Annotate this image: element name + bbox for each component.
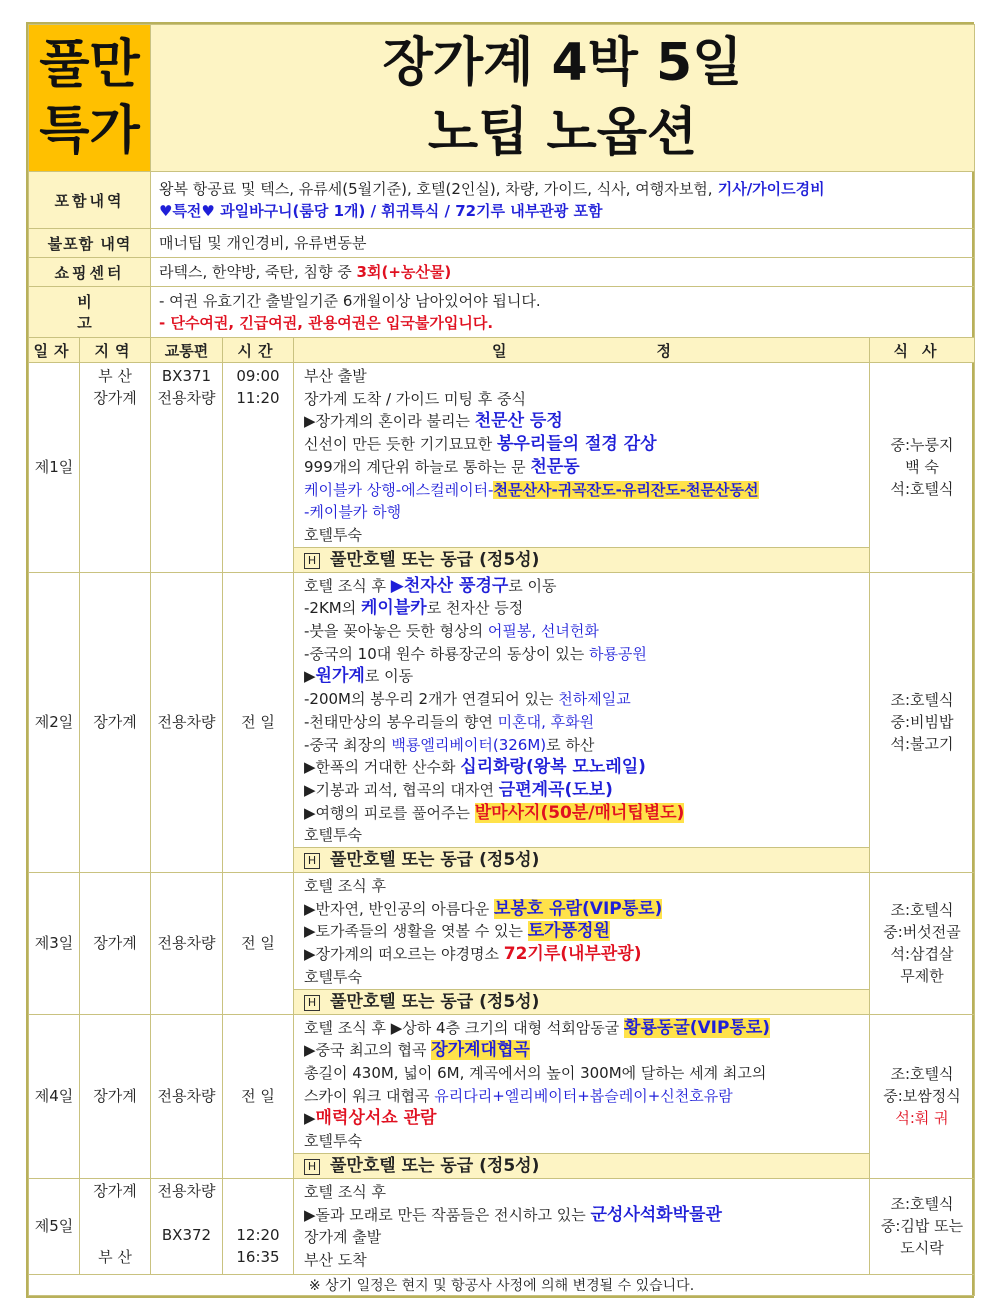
meal-lunch: 중:비빔밥: [890, 713, 954, 732]
meal-lunch: 중:김밥 또는: [880, 1217, 964, 1236]
schedule-line: ▶토가족들의 생활을 엿볼 수 있는 토가풍정원: [304, 921, 610, 942]
transport: [151, 1178, 223, 1274]
schedule-line: ▶여행의 피로를 풀어주는 발마사지(50분/매너팁별도): [304, 802, 685, 823]
transport: 전용차량: [151, 873, 223, 1015]
time: 전 일: [223, 572, 294, 872]
schedule-line: 장가계 도착 / 가이드 미팅 후 중식: [304, 389, 527, 408]
col-time: 시간: [223, 338, 294, 363]
depart-time: 09:00: [236, 367, 280, 385]
shopping-content: [151, 258, 975, 287]
meal-breakfast: 조:호텔식: [890, 901, 954, 920]
meal-dinner-cont: 무제한: [900, 967, 944, 986]
include-label: 포함내역: [29, 172, 151, 229]
col-schedule: 일정: [294, 338, 870, 363]
schedule-line: -중국의 10대 원수 하룡장군의 동상이 있는 하룡공원: [304, 644, 647, 663]
hotel-text: 풀만호텔 또는 동급 (정5성): [330, 850, 540, 871]
meal-lunch-cont: 백 숙: [905, 458, 939, 477]
flight-number: BX371: [161, 367, 212, 385]
region: 장가계: [80, 873, 151, 1015]
schedule-line: 호텔 조식 후: [304, 1182, 386, 1201]
day-label: 제1일: [29, 363, 80, 573]
hotel-info: [294, 989, 869, 1014]
meal-lunch: 중:버섯전골: [883, 923, 961, 942]
schedule-line: 케이블카 상행-에스컬레이터-천문산사-귀곡잔도-유리잔도-천문산동선: [304, 480, 759, 499]
schedule-line: -200M의 봉우리 2개가 연결되어 있는 천하제일교: [304, 690, 631, 709]
col-day: 일자: [29, 338, 80, 363]
region-depart: 부 산: [98, 367, 132, 385]
meal-lunch: 중:누룽지: [890, 436, 954, 455]
meal-lunch-cont: 도시락: [900, 1239, 944, 1258]
schedule-line: 총길이 430M, 넓이 6M, 계곡에서의 높이 300M에 달하는 세계 최고의: [304, 1063, 767, 1082]
arrive-time: 16:35: [236, 1247, 280, 1266]
hotel-info: [294, 847, 869, 872]
schedule-line: -붓을 꽂아놓은 듯한 형상의 어필봉, 선녀헌화: [304, 622, 599, 641]
remark-row: [29, 287, 975, 338]
meal-day-2: [870, 572, 975, 872]
day-label: 제3일: [29, 873, 80, 1015]
hotel-icon: H: [304, 1159, 320, 1175]
day-label: 제4일: [29, 1014, 80, 1178]
footer-notice: ※ 상기 일정은 현지 및 항공사 사정에 의해 변경될 수 있습니다.: [29, 1274, 975, 1295]
schedule-line: 호텔투숙: [304, 967, 362, 986]
title-line-1: 장가계 4박 5일: [382, 33, 743, 93]
region: 장가계: [80, 572, 151, 872]
time: [223, 363, 294, 573]
time: [223, 1178, 294, 1274]
shopping-text: 라텍스, 한약방, 죽탄, 침향 중: [159, 263, 357, 281]
schedule-line: ▶한폭의 거대한 산수화 십리화랑(왕복 모노레일): [304, 757, 646, 778]
schedule-line: ▶매력상서쇼 관람: [304, 1108, 437, 1129]
time: 전 일: [223, 1014, 294, 1178]
hotel-icon: H: [304, 853, 320, 869]
schedule-day-3: [294, 873, 870, 1015]
schedule-day-1: [294, 363, 870, 573]
meal-dinner: 석:불고기: [890, 735, 954, 754]
schedule-line: ▶돌과 모래로 만든 작품들은 전시하고 있는 군성사석화박물관: [304, 1204, 722, 1225]
region: [80, 363, 151, 573]
transport: 전용차량: [151, 572, 223, 872]
schedule-line: 호텔 조식 후 ▶상하 4층 크기의 대형 석회암동굴 황룡동굴(VIP통로): [304, 1017, 771, 1038]
hotel-text: 풀만호텔 또는 동급 (정5성): [330, 1155, 540, 1176]
shopping-label: 쇼핑센터: [29, 258, 151, 287]
include-text: 왕복 항공료 및 텍스, 유류세(5월기준), 호텔(2인실), 차량, 가이드, 식사, 여행자보험,: [159, 180, 713, 198]
remark-content: [151, 287, 975, 338]
vehicle: 전용차량: [157, 1181, 216, 1200]
region: 장가계: [80, 1014, 151, 1178]
transport: 전용차량: [151, 1014, 223, 1178]
time: 전 일: [223, 873, 294, 1015]
schedule-line: 호텔투숙: [304, 525, 362, 544]
hotel-text: 풀만호텔 또는 동급 (정5성): [330, 991, 540, 1012]
include-content: [151, 172, 975, 229]
meal-day-1: [870, 363, 975, 573]
hotel-info: [294, 547, 869, 572]
schedule-line: 장가계 출발: [304, 1228, 382, 1247]
arrive-time: 11:20: [236, 389, 280, 407]
schedule-day-2: [294, 572, 870, 872]
schedule-line: ▶장가계의 떠오르는 야경명소 72기루(내부관광): [304, 944, 642, 965]
meal-day-5: [870, 1178, 975, 1274]
flight-number: BX372: [161, 1225, 212, 1244]
itinerary-table: [28, 24, 975, 1296]
region: [80, 1178, 151, 1274]
schedule-line: 부산 출발: [304, 367, 367, 385]
shopping-count: 3회(+농산물): [356, 263, 452, 281]
include-highlight: 기사/가이드경비: [712, 180, 825, 198]
schedule-line: -중국 최장의 백룡엘리베이터(326M)로 하산: [304, 735, 595, 754]
exclude-row: [29, 229, 975, 258]
footer-row: [29, 1274, 975, 1295]
schedule-day-4: [294, 1014, 870, 1178]
remark-line-2: - 단수여권, 긴급여권, 관용여권은 입국불가입니다.: [159, 314, 494, 332]
transport: [151, 363, 223, 573]
day-row-2: [29, 572, 975, 872]
region-arrive: 장가계: [93, 389, 137, 407]
schedule-line: 호텔투숙: [304, 1132, 362, 1151]
promo-badge: [29, 25, 151, 172]
schedule-line: 호텔투숙: [304, 826, 362, 845]
hotel-text: 풀만호텔 또는 동급 (정5성): [330, 549, 540, 570]
schedule-line: -천태만상의 봉우리들의 향연 미혼대, 후화원: [304, 712, 595, 731]
schedule-line: -케이블카 하행: [304, 503, 402, 522]
day-row-1: [29, 363, 975, 573]
day-label: 제2일: [29, 572, 80, 872]
day-row-3: [29, 873, 975, 1015]
hotel-icon: H: [304, 553, 320, 569]
schedule-line: 999개의 계단위 하늘로 통하는 문 천문동: [304, 456, 580, 477]
region-depart: 장가계: [93, 1181, 137, 1200]
tour-title: [151, 25, 975, 172]
title-line-2: 노팁 노옵션: [427, 103, 698, 163]
schedule-line: 부산 도착: [304, 1250, 367, 1269]
schedule-day-5: [294, 1178, 870, 1274]
schedule-line: 호텔 조식 후: [304, 877, 386, 896]
schedule-line: 호텔 조식 후 ▶천자산 풍경구로 이동: [304, 575, 557, 596]
meal-breakfast: 조:호텔식: [890, 1195, 954, 1214]
meal-lunch: 중:보쌈정식: [883, 1087, 961, 1106]
remark-label: 비고: [29, 287, 151, 338]
depart-time: 12:20: [236, 1225, 280, 1244]
hotel-info: [294, 1153, 869, 1178]
hotel-icon: H: [304, 995, 320, 1011]
meal-day-3: [870, 873, 975, 1015]
column-header-row: [29, 338, 975, 363]
meal-day-4: [870, 1014, 975, 1178]
meal-dinner: 석:호텔식: [890, 480, 954, 499]
region-arrive: 부 산: [98, 1247, 132, 1266]
col-transport: 교통편: [151, 338, 223, 363]
meal-breakfast: 조:호텔식: [890, 1065, 954, 1084]
day-row-5: [29, 1178, 975, 1274]
schedule-line: ▶장가계의 혼이라 불리는 천문산 등정: [304, 411, 563, 432]
exclude-content: 매너팁 및 개인경비, 유류변동분: [151, 229, 975, 258]
exclude-label: 불포함 내역: [29, 229, 151, 258]
col-meal: 식사: [870, 338, 975, 363]
schedule-line: 신선이 만든 듯한 기기묘묘한 봉우리들의 절경 감상: [304, 434, 657, 455]
meal-breakfast: 조:호텔식: [890, 691, 954, 710]
include-row: [29, 172, 975, 229]
schedule-line: ▶반자연, 반인공의 아름다운 보봉호 유람(VIP통로): [304, 898, 663, 919]
shopping-row: [29, 258, 975, 287]
schedule-line: ▶중국 최고의 협곡 장가계대협곡: [304, 1040, 530, 1061]
meal-dinner: 석:훠 궈: [895, 1109, 949, 1128]
schedule-line: -2KM의 케이블카로 천자산 등정: [304, 598, 524, 619]
vehicle: 전용차량: [157, 389, 216, 407]
badge-line-2: 특가: [39, 101, 140, 161]
badge-line-1: 풀만: [39, 35, 140, 95]
schedule-line: 스카이 워크 대협곡 유리다리+엘리베이터+봅슬레이+신천호유람: [304, 1086, 733, 1105]
remark-line-1: - 여권 유효기간 출발일기준 6개월이상 남아있어야 됩니다.: [159, 292, 541, 310]
title-row: [29, 25, 975, 172]
day-label: 제5일: [29, 1178, 80, 1274]
schedule-line: ▶기봉과 괴석, 협곡의 대자연 금편계곡(도보): [304, 779, 613, 800]
include-special: ♥특전♥ 과일바구니(룸당 1개) / 휘귀특식 / 72기루 내부관광 포함: [159, 202, 603, 220]
day-row-4: [29, 1014, 975, 1178]
schedule-line: ▶원가계로 이동: [304, 666, 414, 687]
meal-dinner: 석:삼겹살: [890, 945, 954, 964]
itinerary-sheet: [26, 22, 974, 1298]
col-region: 지역: [80, 338, 151, 363]
